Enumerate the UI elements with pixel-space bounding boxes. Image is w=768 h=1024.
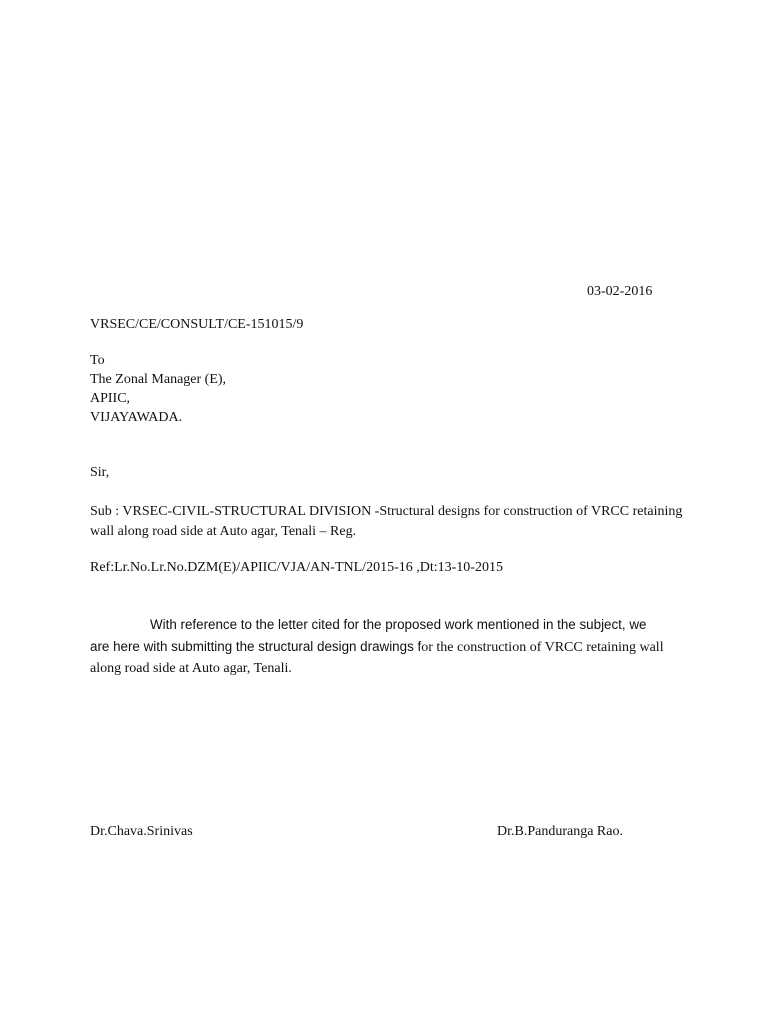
signatory-right: Dr.B.Panduranga Rao. [497, 824, 623, 839]
body-line-2-sans-text: are here with submitting the structural design drawings f [90, 639, 422, 654]
reference-line: Ref:Lr.No.Lr.No.DZM(E)/APIIC/VJA/AN-TNL/2015-16 ,Dt:13-10-2015 [90, 560, 503, 575]
letter-date: 03-02-2016 [587, 284, 653, 299]
body-line-2-serif-text: or the construction of VRCC retaining wall [421, 640, 664, 655]
subject-line-2: wall along road side at Auto agar, Tenali – Reg. [90, 524, 357, 539]
recipient-address [90, 351, 226, 427]
body-line-1-text: With reference to the letter cited for the proposed work mentioned in the subject, we [150, 617, 647, 632]
recipient-line-3: VIJAYAWADA. [90, 410, 183, 425]
subject-line-1: Sub : VRSEC-CIVIL-STRUCTURAL DIVISION -Structural designs for construction of VRCC retaining [90, 504, 683, 519]
to-label: To [90, 353, 105, 368]
salutation: Sir, [90, 465, 110, 480]
subject-block [90, 502, 690, 542]
body-line-1 [90, 615, 690, 637]
signatory-left: Dr.Chava.Srinivas [90, 824, 193, 839]
recipient-line-1: The Zonal Manager (E), [90, 372, 227, 387]
reference-number: VRSEC/CE/CONSULT/CE-151015/9 [90, 317, 304, 332]
body-paragraph [90, 615, 690, 679]
body-line-2 [90, 637, 690, 659]
body-line-3: along road side at Auto agar, Tenali. [90, 661, 292, 676]
recipient-line-2: APIIC, [90, 391, 131, 406]
